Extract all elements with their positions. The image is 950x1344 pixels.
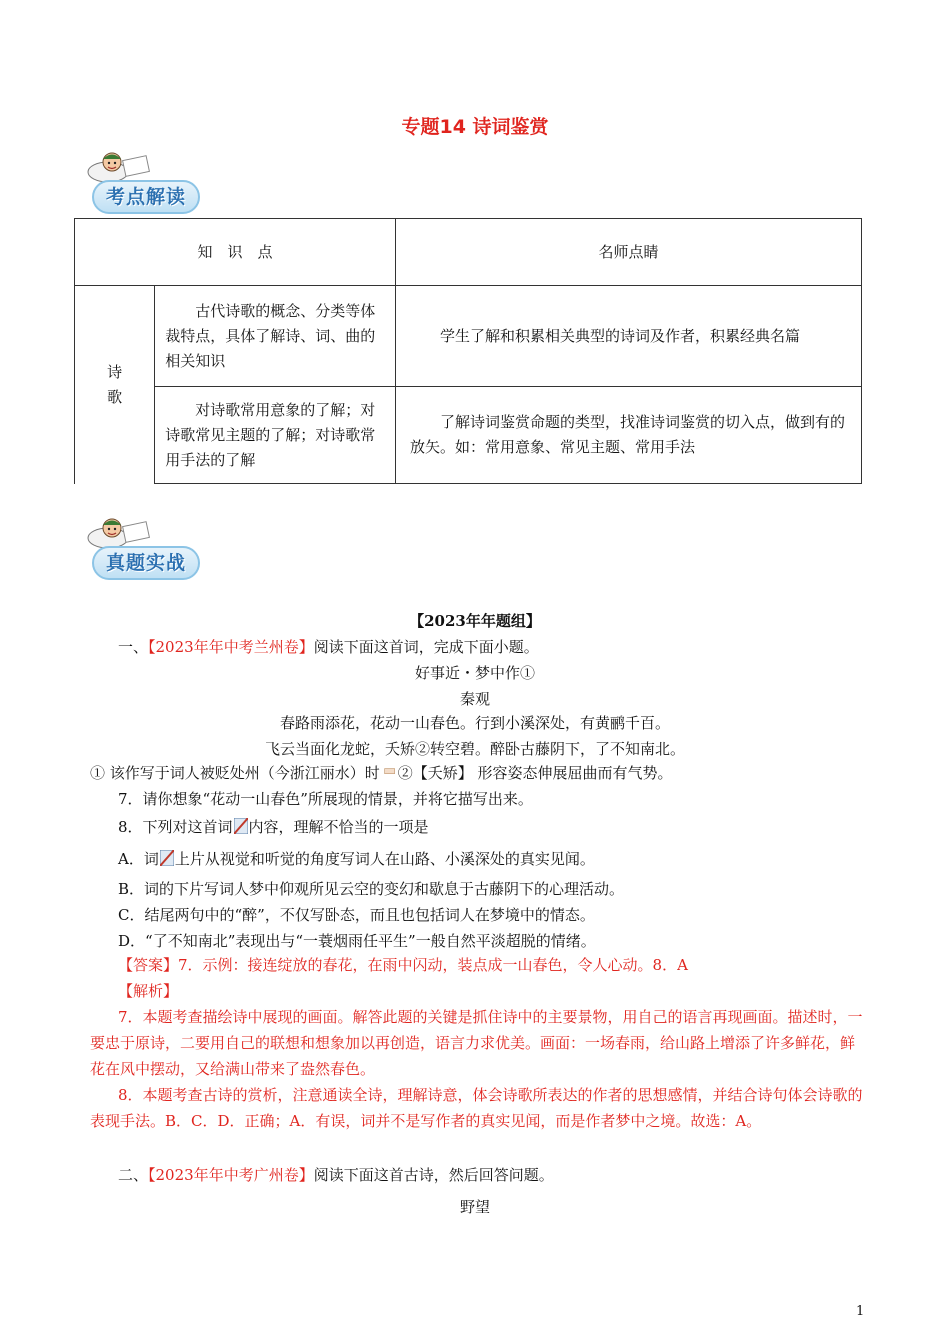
page-number: 1 [856,1304,865,1319]
analysis-8: 8．本题考查古诗的赏析，注意通读全诗，理解诗意，体会诗歌所表达的作者的思想感情，并结合诗句体会诗歌的表现手法。B．C．D．正确；A．有误，词并不是写作者的真实见闻，而是作者梦中之境。故选：A。 [90,1086,863,1130]
knowledge-cell: 古代诗歌的概念、分类等体裁特点，具体了解诗、词、曲的相关知识 [155,286,396,387]
poem-line: 飞云当面化龙蛇，夭矫②转空碧。醉卧古藤阴下，了不知南北。 [264,740,685,758]
table-row [75,286,862,387]
question-2-intro: 二、【2023年年中考广州卷】阅读下面这首古诗，然后回答问题。 [118,1166,554,1184]
header-knowledge: 知 识 点 [75,219,396,286]
section-badge-zhenti [84,516,210,588]
badge-label: 真题实战 [92,546,200,580]
question-7: 7．请你想象“花动一山春色”所展现的情景，并将它描写出来。 [118,790,533,808]
poem-title: 好事近・梦中作① [414,664,535,682]
analysis-label: 【解析】 [118,982,179,1000]
poem-author: 秦观 [459,690,490,708]
option-d: D．“了不知南北”表现出与“一蓑烟雨任平生”一般自然平淡超脱的情绪。 [118,932,596,950]
question-1-intro: 一、【2023年年中考兰州卷】阅读下面这首词，完成下面小题。 [118,638,539,656]
cartoon-reader-icon [86,150,156,184]
knowledge-table [74,218,862,484]
option-b: B．词的下片写词人梦中仰观所见云空的变幻和歇息于古藤阴下的心理活动。 [118,880,625,898]
badge-label: 考点解读 [92,180,200,214]
image-fragment-icon [381,768,397,778]
source-tag: 【2023年年中考兰州卷】 [148,638,314,656]
category-cell: 诗 歌 [75,286,155,484]
table-row [75,387,862,484]
poem-note: ① 该作写于词人被贬处州（今浙江丽水）时 ②【夭矫】 形容姿态伸展屈曲而有气势。 [90,764,673,782]
analysis-7: 7．本题考查描绘诗中展现的画面。解答此题的关键是抓住诗中的主要景物，用自己的语言再现画面。描述时，一要忠于原诗，二要用自己的联想和想象加以再创造，语言力求优美。画面：一场春雨，给山路上增添了许多鲜花，鲜花在风中摆动，又给满山带来了盎然春色。 [90,1008,863,1078]
group-label: 【2023年年题组】 [409,612,541,630]
knowledge-cell: 对诗歌常用意象的了解；对诗歌常见主题的了解；对诗歌常用手法的了解 [155,387,396,484]
option-a: A．词 上片从视觉和听觉的角度写词人在山路、小溪深处的真实见闻。 [118,850,595,868]
source-tag: 【2023年年中考广州卷】 [148,1166,314,1184]
question-8: 8．下列对这首词 内容，理解不恰当的一项是 [118,818,429,836]
tips-cell: 学生了解和积累相关典型的诗词及作者，积累经典名篇 [396,286,862,387]
header-tips: 名师点睛 [396,219,862,286]
cartoon-reader-icon [86,516,156,550]
answer-line: 【答案】7．示例：接连绽放的春花，在雨中闪动，装点成一山春色，令人心动。8．A [118,956,688,974]
section-badge-kaodian [84,150,210,222]
option-c: C．结尾两句中的“醉”，不仅写卧态，而且也包括词人在梦境中的情态。 [118,906,595,924]
table-header-row [75,219,862,286]
tips-cell: 了解诗词鉴赏命题的类型，找准诗词鉴赏的切入点，做到有的放矢。如：常用意象、常见主题、常用手法 [396,387,862,484]
image-fragment-icon [234,818,248,834]
image-fragment-icon [160,850,174,866]
doc-title: 专题14 诗词鉴赏 [401,116,549,138]
poem-line: 春路雨添花，花动一山春色。行到小溪深处，有黄鹂千百。 [279,714,670,732]
poem-title: 野望 [459,1198,490,1216]
